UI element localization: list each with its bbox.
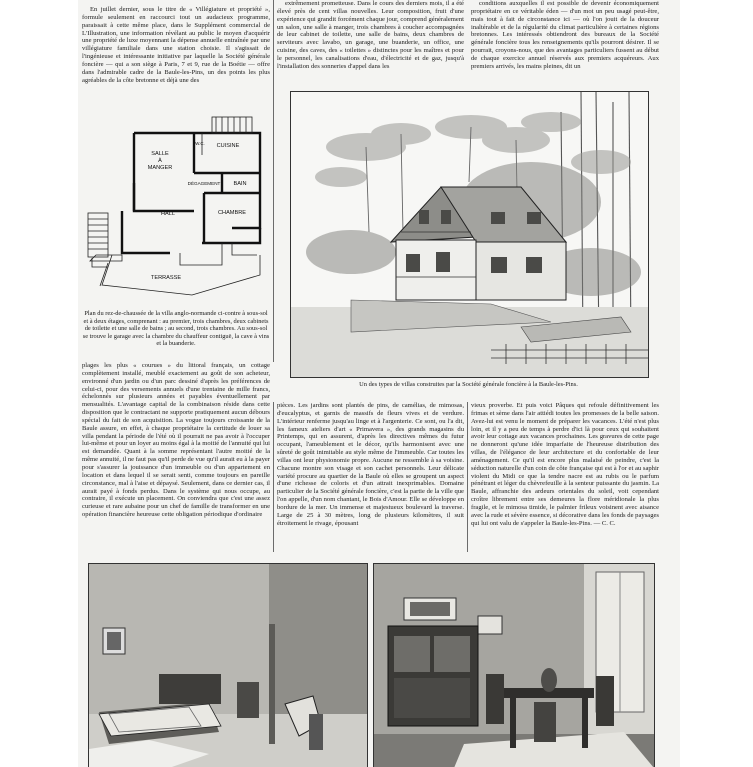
- paragraph: extrêmement prometteuse. Dans le cours des derniers mois, il a été élevé près de cent villas nouvelles. Leur composition, fruit d'une expérience qui grandit forcément chaque jour, comprend généralement un salon, une salle à manger, trois chambres à coucher accompagnées de leur cabinet de toilette, une salle de bains, deux chambres de serviteurs avec lavabo, un garage, une buanderie, un office, une cuisine, des caves, des « toilettes » distinctes pour les maîtres et pour le personnel, les canalisations d'eau, d'électricité et de gaz, jusqu'à l'installation des sonneries d'appel dans les: [277, 0, 464, 70]
- plan-label-cuisine: CUISINE: [216, 143, 240, 149]
- villa-illustration: [290, 91, 649, 378]
- plan-label-a: À: [158, 158, 162, 164]
- article-column-1-top: [82, 6, 270, 103]
- paragraph: En juillet dernier, sous le titre de « Villégiature et propriété », formule seulement en raccourci tout un audacieux programme, paraissait à cette même place, dans le Supplément commercial de L'Illustration, une information révélant au public le moyen d'acquérir une propriété de luxe moyennant la dépense annuelle entraînée par une villégiature familiale dans une station choisie. Il s'agissait de l'ingénieuse et intéressante initiative par laquelle la Société générale foncière — qui a son siège à Paris, 7 et 9, rue de la Boétie — offre dans l'admirable cadre de la Baule-les-Pins, un des points les plus agréables de la côte bretonne et déjà une des: [82, 6, 270, 84]
- article-column-2-bottom: [277, 402, 464, 552]
- floor-plan-figure: [82, 103, 270, 308]
- paragraph: conditions auxquelles il est possible de devenir économiquement propriétaire en ce véritable éden — d'un mot un peu usagé peut-être, mais tout à fait de circonstance ici — où l'on jouit de la douceur inaltérable et de la régularité du climat particulière à certaines régions bretonnes. Les intéressés obtiendront des bureaux de la Société générale foncière tous les renseignements qu'ils pourront désirer. Il se pourrait, croyons-nous, que des avantages particuliers fussent au début de chaque exercice annuel réservés aux premiers acquéreurs. Aux premiers arrivés, les mains pleines, dit un: [471, 0, 659, 70]
- plan-label-salle: SALLE: [151, 151, 169, 157]
- villa-drawing: [291, 92, 648, 377]
- dining-room-photo: [373, 563, 655, 767]
- column-rule: [467, 402, 468, 552]
- plan-label-degagement: DÉGAGEMENT: [187, 181, 221, 186]
- article-column-3-top: [471, 0, 659, 84]
- article-column-1-bottom: [82, 362, 270, 552]
- article-column-3-bottom: [471, 402, 659, 552]
- plan-label-bain: BAIN: [233, 181, 247, 187]
- villa-caption: Un des types de villas construites par la Société générale foncière à la Baule-les-Pins.: [359, 381, 578, 388]
- paragraph: vieux proverbe. Et puis voici Pâques qui refoule définitivement les frimas et sème dans l'air attiédi toutes les promesses de la belle saison. Avez-lui est venu le moment de préparer les vacances. L'été n'est plus loin, et il y a peu de temps à perdre d'ici là pour ceux qui souhaitent avoir leur cottage aux vacances prochaines. Les gravures de cette page ne donneront qu'une idée imparfaite de l'heureuse distribution des villas, de l'élégance de leur architecture et du confortable de leur aménagement. Ce qu'il est encore plus malaisé de peindre, c'est la séduction naturelle d'un coin de côte française qui est à l'or et au saphir violent du Midi ce que la tendre nacre est au rubis ou le parfum pénétrant et léger du chèvrefeuille à la senteur puissante du jasmin. La Baule, affranchie des ardeurs orientales du soleil, voit cependant croître librement entre ses demeures la flore méridionale la plus fragile, et le mimosa timide, le palmier frileux voisinent avec aisance avec la rude et sévère essence, si décorative dans les fonds de paysages qui lui ont valu de s'appeler la Baule-les-Pins. — C. C.: [471, 402, 659, 527]
- plan-label-hall: HALL: [161, 211, 175, 217]
- column-rule: [273, 0, 274, 362]
- floor-plan-drawing: [82, 103, 270, 308]
- column-rule: [273, 402, 274, 552]
- plan-caption: Plan du rez-de-chaussée de la villa anglo-normande ci-contre à sous-sol et à deux étages, comprenant : au premier, trois chambres, deux cabinets de toilette et une salle de bains ; au second, trois chambres. Au sous-sol se trouve le garage avec la chambre du chauffeur contiguë, la cave à vins et la buanderie.: [82, 310, 270, 348]
- dining-room-drawing: [374, 564, 654, 767]
- bedroom-drawing: [89, 564, 367, 767]
- plan-label-wc: W.C.: [195, 141, 205, 146]
- paragraph: plages les plus « courues » du littoral français, un cottage complètement installé, meublé exactement au goût de son acheteur, environné d'un jardin ou d'un parc dessiné d'après les préférences de celui-ci, pour des versements annuels d'une trentaine de mille francs, échelonnés sur plusieurs années et payables éventuellement par mensualités. L'avantage capital de la combinaison réside dans cette disposition que le contractant ne supporte pratiquement aucun débours spécial du fait de son acquisition. La vogue toujours croissante de la Baule assure, en effet, à chaque propriétaire la certitude de louer sa villa pendant la période de l'été où il pourrait ne pas avoir à l'occuper lui-même et pour un loyer au moins égal à la moitié de l'annuité qui lui est demandée. Quant à la somme représentant l'autre moitié de la même annuité, il ne faut pas qu'il perde de vue qu'il aurait eu à la payer pour s'assurer la jouissance d'un immeuble ou d'un appartement en location et dans lequel il se serait senti, comme toujours en pareille circonstance, mal à l'aise et dépaysé. Seulement, dans ce dernier cas, il aurait payé à fonds perdus. Dans le système qui nous occupe, au contraire, il exécute un placement. On conviendra que c'est une assez curieuse et rare aubaine pour un chef de famille de transformer en une opération financière heureuse cette obligation périodique d'ordinaire: [82, 362, 270, 519]
- bedroom-photo: [88, 563, 368, 767]
- plan-label-manger: MANGER: [147, 165, 173, 171]
- paragraph: pièces. Les jardins sont plantés de pins, de camélias, de mimosas, d'eucalyptus, et garnis de massifs de fleurs vives et de verdure. L'intérieur renferme jusqu'au linge et à l'argenterie. Ce sont, ou l'a dit, les fameux ateliers d'art « Primavera », des grands magasins du Printemps, qui en assurent, d'après les directives mêmes du futur occupant, l'ameublement et le décor, qu'ils harmonisent avec une sûreté de goût inimitable au style même de l'immeuble. Car toutes les villas ont leur physionomie propre. Aucune ne ressemble à sa voisine. Chacune montre son visage et son cachet personnels. Leur délicate variété procure au quartier de la Baule où elles se groupent un aspect d'une richesse de coloris et d'un attrait inexprimables. Domaine particulier de la Société générale foncière, c'est la partie de la ville que l'on appelle, d'un nom chantant, le Bois d'Amour. Elle se développe en bordure de la mer. Un immense et majestueux boulevard la traverse. Large de 25 à 30 mètres, long de plusieurs kilomètres, il suit étroitement le rivage, épousant: [277, 402, 464, 527]
- plan-label-terrasse: TERRASSE: [150, 275, 182, 281]
- article-column-2-top: [277, 0, 464, 84]
- plan-label-chambre: CHAMBRE: [218, 210, 246, 216]
